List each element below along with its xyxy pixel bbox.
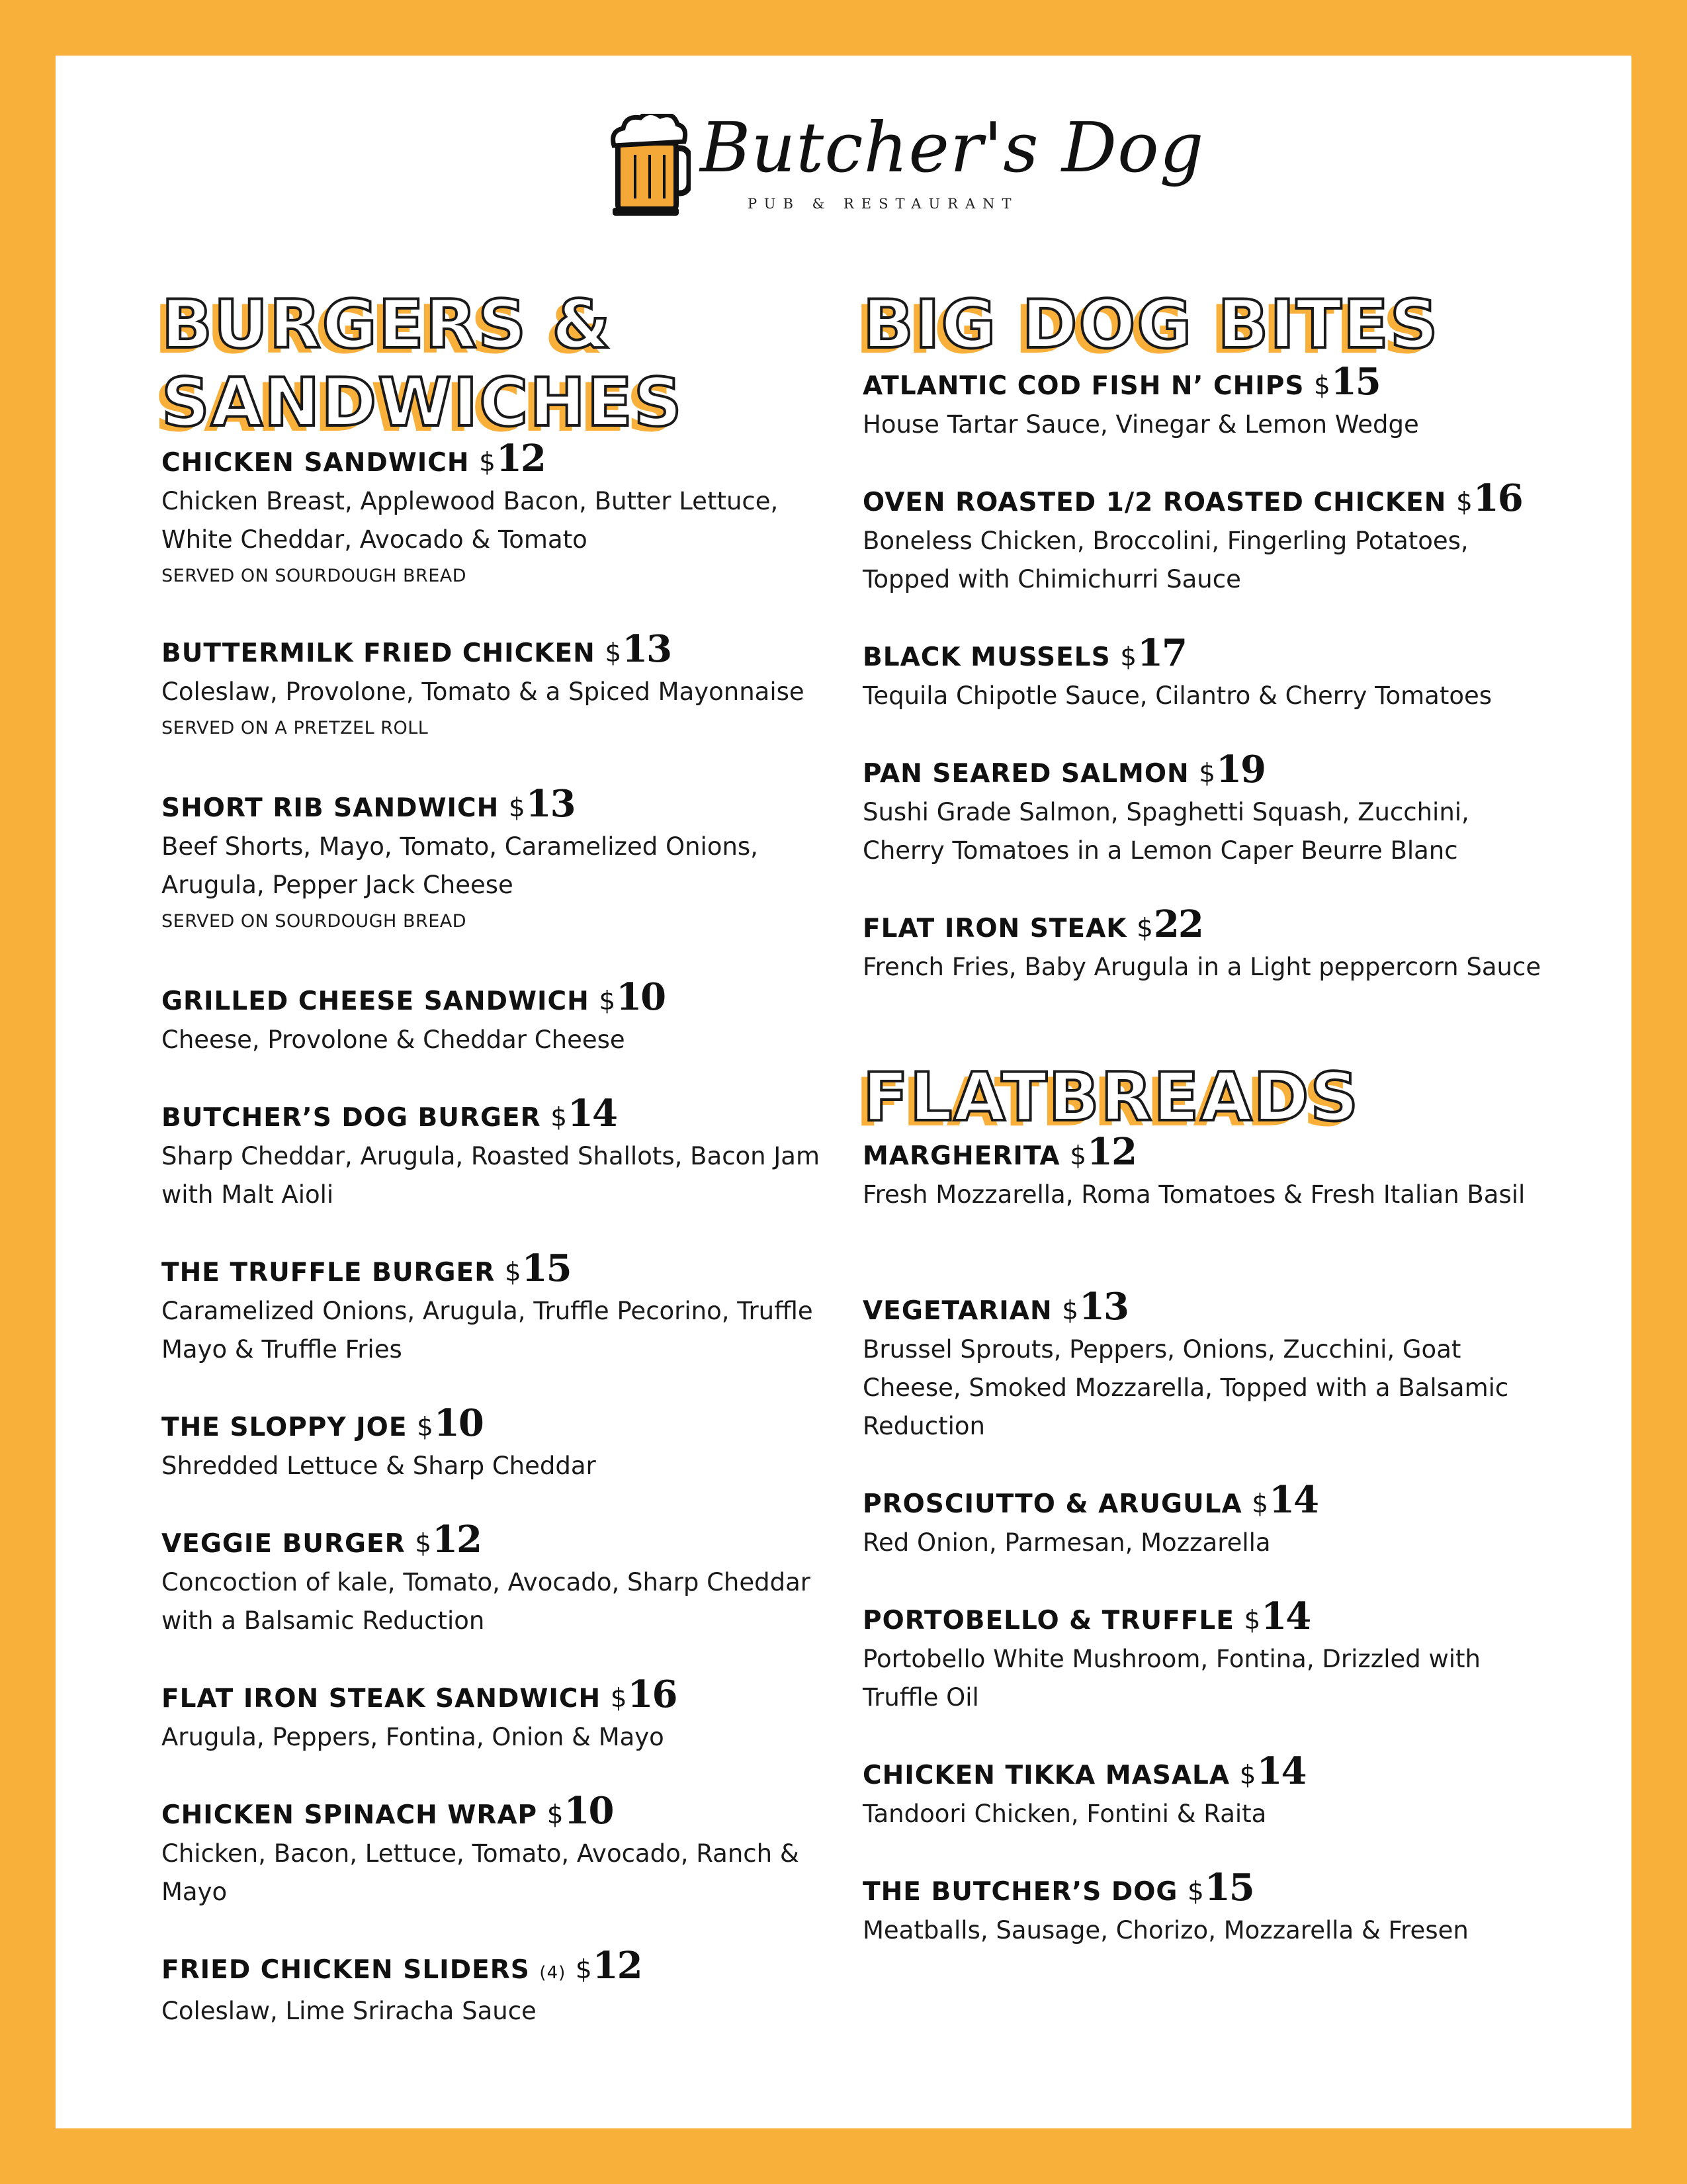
- currency-symbol: $: [1455, 488, 1473, 517]
- item-description: Chicken, Bacon, Lettuce, Tomato, Avocado, Ranch & Mayo: [161, 1839, 799, 1906]
- menu-item: [161, 1675, 836, 1757]
- item-name: BUTCHER’S DOG BURGER: [161, 1103, 541, 1133]
- item-description: Chicken Breast, Applewood Bacon, Butter Lettuce, White Cheddar, Avocado & Tomato: [161, 487, 779, 554]
- menu-item: [161, 1789, 836, 1911]
- item-name: GRILLED CHEESE SANDWICH: [161, 986, 589, 1016]
- item-price: 13: [622, 627, 671, 671]
- section-title-flatbreads: FLATBREADS: [863, 1058, 1360, 1136]
- currency-symbol: $: [417, 1413, 434, 1442]
- currency-symbol: $: [508, 793, 526, 823]
- item-name: PROSCIUTTO & ARUGULA: [863, 1489, 1242, 1519]
- item-name: PAN SEARED SALMON: [863, 759, 1190, 789]
- item-price: 10: [433, 1401, 483, 1445]
- item-quantity: (4): [539, 1963, 566, 1983]
- item-description: Portobello White Mushroom, Fontina, Drizzled with Truffle Oil: [863, 1645, 1481, 1712]
- item-price: 14: [568, 1092, 617, 1135]
- item-name: THE BUTCHER’S DOG: [863, 1877, 1178, 1907]
- item-description: Meatballs, Sausage, Chorizo, Mozzarella & Fresen: [863, 1916, 1469, 1944]
- item-note: SERVED ON SOURDOUGH BREAD: [161, 566, 467, 586]
- currency-symbol: $: [605, 638, 623, 668]
- item-description: Sushi Grade Salmon, Spaghetti Squash, Zucchini, Cherry Tomatoes in a Lemon Caper Beurre Blanc: [863, 798, 1469, 865]
- item-name: PORTOBELLO & TRUFFLE: [863, 1606, 1234, 1636]
- item-price: 13: [525, 782, 575, 826]
- item-price: 19: [1216, 748, 1266, 791]
- item-description: Sharp Cheddar, Arugula, Roasted Shallots, Bacon Jam with Malt Aioli: [161, 1142, 820, 1209]
- menu-item: [863, 631, 1551, 715]
- item-description: Fresh Mozzarella, Roma Tomatoes & Fresh Italian Basil: [863, 1180, 1526, 1209]
- item-price: 12: [496, 437, 545, 480]
- menu-item: [161, 975, 836, 1059]
- item-description: Cheese, Provolone & Cheddar Cheese: [161, 1026, 625, 1054]
- menu-item: [863, 1868, 1551, 1950]
- item-name: VEGGIE BURGER: [161, 1529, 406, 1559]
- menu-item: [161, 1520, 836, 1640]
- currency-symbol: $: [479, 448, 496, 478]
- menu-item: [161, 627, 836, 746]
- menu-item: [863, 1594, 1551, 1717]
- menu-item: [161, 1401, 836, 1485]
- item-description: Arugula, Peppers, Fontina, Onion & Mayo: [161, 1723, 664, 1751]
- item-price: 15: [1204, 1866, 1254, 1909]
- item-name: CHICKEN TIKKA MASALA: [863, 1761, 1231, 1790]
- currency-symbol: $: [575, 1955, 593, 1985]
- item-name: VEGETARIAN: [863, 1296, 1053, 1326]
- item-description: House Tartar Sauce, Vinegar & Lemon Wedge: [863, 410, 1419, 439]
- menu-item: [863, 1130, 1551, 1214]
- item-price: 15: [1330, 360, 1380, 404]
- item-name: BLACK MUSSELS: [863, 642, 1111, 672]
- item-name: OVEN ROASTED 1/2 ROASTED CHICKEN: [863, 488, 1447, 517]
- item-price: 10: [616, 975, 666, 1019]
- brand-name: Butcher's Dog: [700, 107, 1205, 188]
- menu-item: [863, 1749, 1551, 1833]
- item-description: Red Onion, Parmesan, Mozzarella: [863, 1528, 1271, 1557]
- currency-symbol: $: [1062, 1296, 1080, 1326]
- item-name: MARGHERITA: [863, 1141, 1060, 1171]
- currency-symbol: $: [1244, 1606, 1262, 1636]
- menu-item: [161, 439, 836, 593]
- menu-item: [161, 782, 836, 939]
- item-price: 14: [1269, 1478, 1319, 1522]
- currency-symbol: $: [1239, 1761, 1257, 1790]
- currency-symbol: $: [1137, 914, 1154, 943]
- item-description: French Fries, Baby Arugula in a Light peppercorn Sauce: [863, 953, 1541, 981]
- beer-mug-icon: [609, 114, 691, 217]
- item-description: Coleslaw, Lime Sriracha Sauce: [161, 1997, 537, 2025]
- item-description: Concoction of kale, Tomato, Avocado, Sharp Cheddar with a Balsamic Reduction: [161, 1568, 810, 1635]
- item-price: 12: [432, 1518, 482, 1561]
- item-name: FLAT IRON STEAK: [863, 914, 1127, 943]
- menu-item: [161, 1246, 836, 1369]
- item-description: Tequila Chipotle Sauce, Cilantro & Cherry Tomatoes: [863, 681, 1492, 710]
- section-title-bites: BIG DOG BITES: [863, 285, 1440, 363]
- item-price: 13: [1079, 1285, 1128, 1329]
- section-title-burgers-line2: SANDWICHES: [161, 363, 683, 441]
- menu-item: [161, 1946, 836, 2031]
- item-note: SERVED ON A PRETZEL ROLL: [161, 718, 429, 738]
- item-note: SERVED ON SOURDOUGH BREAD: [161, 911, 467, 932]
- item-price: 12: [592, 1944, 642, 1987]
- item-name: BUTTERMILK FRIED CHICKEN: [161, 638, 595, 668]
- item-description: Boneless Chicken, Broccolini, Fingerling Potatoes, Topped with Chimichurri Sauce: [863, 527, 1469, 593]
- item-price: 14: [1256, 1749, 1306, 1793]
- logo: [609, 107, 1205, 217]
- menu-item: [863, 476, 1551, 599]
- currency-symbol: $: [415, 1529, 433, 1559]
- currency-symbol: $: [546, 1800, 564, 1830]
- menu-item: [863, 1478, 1551, 1562]
- menu-item: [863, 750, 1551, 870]
- item-name: CHICKEN SANDWICH: [161, 448, 470, 478]
- item-price: 16: [627, 1673, 677, 1716]
- item-price: 10: [564, 1789, 613, 1833]
- menu-item: [863, 360, 1551, 444]
- currency-symbol: $: [550, 1103, 568, 1133]
- item-description: Brussel Sprouts, Peppers, Onions, Zucchini, Goat Cheese, Smoked Mozzarella, Topped with a Balsamic Reduction: [863, 1335, 1509, 1440]
- item-description: Caramelized Onions, Arugula, Truffle Pecorino, Truffle Mayo & Truffle Fries: [161, 1297, 813, 1364]
- brand-tagline: PUB & RESTAURANT: [748, 196, 1019, 212]
- currency-symbol: $: [1313, 371, 1331, 401]
- section-title-burgers-line1: BURGERS &: [161, 285, 612, 363]
- currency-symbol: $: [1188, 1877, 1205, 1907]
- item-price: 22: [1153, 902, 1203, 946]
- item-description: Shredded Lettuce & Sharp Cheddar: [161, 1452, 596, 1480]
- menu-item: [863, 902, 1551, 986]
- currency-symbol: $: [610, 1684, 628, 1714]
- item-name: FRIED CHICKEN SLIDERS: [161, 1955, 530, 1985]
- item-name: ATLANTIC COD FISH N’ CHIPS: [863, 371, 1305, 401]
- item-name: FLAT IRON STEAK SANDWICH: [161, 1684, 601, 1714]
- item-price: 16: [1473, 476, 1522, 520]
- currency-symbol: $: [1252, 1489, 1270, 1519]
- item-name: SHORT RIB SANDWICH: [161, 793, 499, 823]
- item-description: Coleslaw, Provolone, Tomato & a Spiced Mayonnaise: [161, 677, 804, 706]
- item-description: Tandoori Chicken, Fontini & Raita: [863, 1800, 1267, 1828]
- item-description: Beef Shorts, Mayo, Tomato, Caramelized Onions, Arugula, Pepper Jack Cheese: [161, 832, 758, 899]
- item-name: CHICKEN SPINACH WRAP: [161, 1800, 538, 1830]
- currency-symbol: $: [504, 1258, 522, 1288]
- item-price: 12: [1087, 1130, 1136, 1174]
- currency-symbol: $: [1120, 642, 1138, 672]
- item-name: THE SLOPPY JOE: [161, 1413, 408, 1442]
- item-name: THE TRUFFLE BURGER: [161, 1258, 496, 1288]
- item-price: 15: [521, 1246, 571, 1290]
- menu-item: [161, 1094, 836, 1214]
- currency-symbol: $: [1070, 1141, 1088, 1171]
- currency-symbol: $: [1199, 759, 1217, 789]
- item-price: 14: [1261, 1594, 1311, 1638]
- currency-symbol: $: [599, 986, 617, 1016]
- menu-item: [863, 1285, 1551, 1446]
- item-price: 17: [1137, 631, 1187, 675]
